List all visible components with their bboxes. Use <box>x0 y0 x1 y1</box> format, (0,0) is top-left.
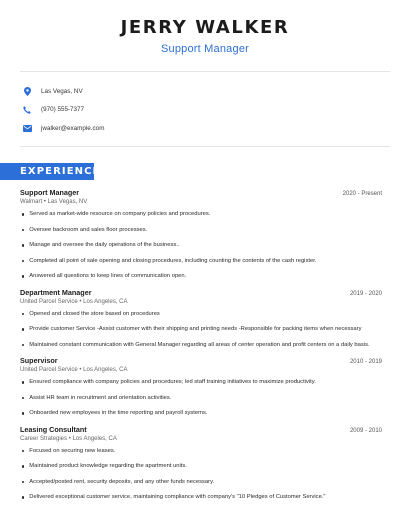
bullet-dot <box>22 397 24 399</box>
job-location: Los Angeles, CA <box>83 367 128 373</box>
email-icon <box>22 123 32 133</box>
job-bullet <box>20 210 382 219</box>
job-title: Department Manager <box>20 287 92 297</box>
job-bullet <box>20 478 382 487</box>
bullet-text: Maintained product knowledge regarding the apartment units. <box>29 463 187 469</box>
job-title: Support Manager <box>20 188 80 197</box>
bullet-text: Assist HR team in recruitment and orientation activities. <box>29 394 172 401</box>
job-company-line <box>20 299 382 305</box>
phone-text: (970) 555-7377 <box>41 106 85 114</box>
bullet-text: Answered all questions to keep lines of communication open. <box>29 273 187 279</box>
location-pin-icon <box>22 86 32 96</box>
section-heading-experience: EXPERIENCE <box>20 166 101 177</box>
bullet-dot <box>22 213 24 215</box>
bullet-text: Maintained constant communication with General Manager regarding all areas of center operation and profit centers on a daily basis. <box>29 341 370 348</box>
bullet-text: Oversee backroom and sales floor processes. <box>29 226 148 233</box>
job-company-line <box>20 367 382 373</box>
bullet-text: Accepted/posted rent, security deposits, and any other funds necessary. <box>29 478 215 485</box>
bullet-dot <box>22 260 24 262</box>
job-dates: 2009 - 2010 <box>349 427 382 434</box>
job-bullet-list <box>20 310 382 350</box>
bullet-dot <box>22 244 24 246</box>
bullet-dot <box>22 481 24 483</box>
job-entry <box>20 288 382 350</box>
job-header <box>20 425 382 434</box>
job-dates: 2019 - 2020 <box>349 290 382 297</box>
job-bullet <box>20 378 382 387</box>
job-dates: 2010 - 2019 <box>349 359 382 365</box>
job-bullet <box>20 310 382 319</box>
contact-location <box>22 82 104 101</box>
job-bullet <box>20 394 382 403</box>
job-entry <box>20 356 382 418</box>
job-location: Los Angeles, CA <box>72 435 117 442</box>
job-location: Las Vegas, NV <box>47 199 88 205</box>
job-dates: 2020 - Present <box>342 191 382 197</box>
bullet-dot <box>22 344 24 346</box>
bullet-text: Opened and closed the store based on procedures <box>29 310 160 317</box>
bullet-text: Focused on securing new leases. <box>29 447 116 454</box>
bullet-dot <box>22 275 24 277</box>
job-bullet <box>20 257 382 266</box>
job-bullet <box>20 409 382 418</box>
separator-dot: • <box>42 199 48 205</box>
email-text: jwalker@example.com <box>41 124 105 132</box>
header-divider <box>20 71 390 72</box>
bullet-text: Delivered exceptional customer service, maintaining compliance with company's "10 Pledges of Customer Service." <box>29 494 326 500</box>
bullet-dot <box>22 450 24 452</box>
separator-dot: • <box>77 298 84 305</box>
bullet-text: Onboarded new employees in the time reporting and payroll systems. <box>29 410 208 416</box>
separator-dot: • <box>77 367 84 373</box>
candidate-role: Support Manager <box>161 43 249 55</box>
contact-list <box>22 82 104 138</box>
job-bullet <box>20 493 382 502</box>
bullet-text: Manage and oversee the daily operations of the business.. <box>29 242 180 248</box>
job-bullet <box>20 325 382 334</box>
bullet-dot <box>22 465 24 467</box>
contact-divider <box>20 146 390 147</box>
job-bullet <box>20 462 382 471</box>
job-bullet <box>20 241 382 250</box>
job-bullet <box>20 226 382 235</box>
job-header <box>20 356 382 365</box>
bullet-dot <box>22 412 24 414</box>
location-text: Las Vegas, NV <box>41 87 83 95</box>
bullet-dot <box>22 381 24 383</box>
job-bullet-list <box>20 378 382 418</box>
separator-dot: • <box>67 435 73 442</box>
job-company-line <box>20 199 382 205</box>
resume-header <box>0 0 410 55</box>
bullet-dot <box>22 496 24 498</box>
job-company: Career Strategies <box>20 435 68 442</box>
job-header <box>20 188 382 197</box>
job-title: Leasing Consultant <box>20 424 87 434</box>
contact-email <box>22 119 104 138</box>
job-entry <box>20 188 382 281</box>
candidate-name: JERRY WALKER <box>120 17 290 38</box>
job-bullet <box>20 272 382 281</box>
job-header <box>20 288 382 297</box>
bullet-dot <box>22 313 24 315</box>
bullet-text: Ensured compliance with company policies and procedures; led staff training initiatives to maximize productivity. <box>29 379 316 385</box>
contact-phone <box>22 101 104 120</box>
job-company: United Parcel Service <box>20 298 78 305</box>
job-company: United Parcel Service <box>20 367 78 373</box>
job-title: Supervisor <box>20 356 58 365</box>
job-bullet-list <box>20 447 382 503</box>
bullet-text: Completed all point of sale opening and closing procedures, including counting the contents of the cash register. <box>29 257 317 264</box>
job-company: Walmart <box>20 199 43 205</box>
phone-icon <box>22 105 32 115</box>
bullet-text: Provide customer Service -Assist customer with their shipping and printing needs -Responsible for packing items when necessary <box>29 326 362 332</box>
job-entry <box>20 425 382 503</box>
job-bullet <box>20 447 382 456</box>
job-company-line <box>20 436 382 442</box>
job-location: Los Angeles, CA <box>83 298 128 305</box>
experience-list <box>20 188 382 509</box>
bullet-dot <box>22 328 24 330</box>
bullet-text: Served as market-wide resource on company policies and procedures. <box>29 211 211 217</box>
bullet-dot <box>22 229 24 231</box>
job-bullet <box>20 341 382 350</box>
job-bullet-list <box>20 210 382 281</box>
